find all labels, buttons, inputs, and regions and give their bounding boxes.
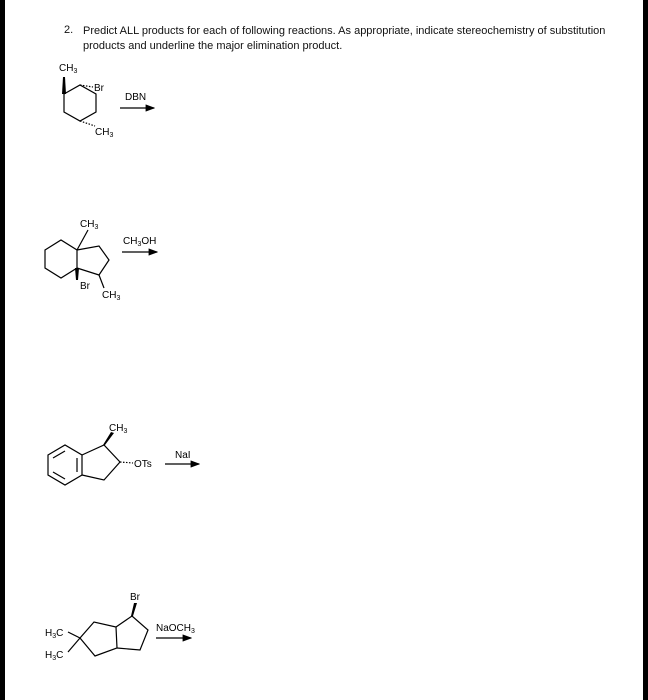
r4-bromo-label: Br — [130, 592, 140, 603]
hash-bond — [120, 462, 133, 463]
methyl-bond — [68, 638, 80, 652]
r3-reagent-label: NaI — [175, 450, 191, 461]
r2-bromo-label: Br — [80, 281, 90, 292]
reaction-4 — [45, 592, 195, 662]
cyclohexane-ring — [45, 240, 77, 278]
r1-bromo-label: Br — [94, 83, 104, 94]
hash-bond — [80, 121, 95, 126]
cyclopentane-ring — [80, 622, 117, 656]
r2-methyl-label: $CH_3$ — [80, 219, 99, 231]
cyclohexane-ring — [64, 85, 96, 121]
question-text: Predict ALL products for each of following reactions. As appropriate, indicate stereochemistry of substitution products and underline the major elimination product. — [83, 25, 606, 52]
r3-methyl-label: $CH_3$ — [109, 423, 128, 435]
aromatic-double-bond — [53, 451, 65, 458]
methyl-bond — [99, 275, 104, 288]
cyclopentane-ring — [82, 445, 120, 480]
r3-tosylate-label: OTs — [134, 459, 152, 470]
reaction-1 — [59, 63, 154, 139]
methyl-bond — [68, 632, 80, 638]
r4-methyl-label-2: $H_3C$ — [45, 650, 64, 662]
wedge-bond — [75, 268, 79, 280]
methyl-bond — [77, 230, 88, 250]
r1-reagent-label: DBN — [125, 92, 147, 103]
r1-methyl-label: $CH_3$ — [59, 63, 78, 75]
cyclopentane-ring — [77, 246, 109, 275]
wedge-bond — [131, 603, 137, 616]
question-number: 2. — [64, 24, 74, 36]
cyclopentane-ring — [116, 616, 148, 650]
r1-methyl-label-2: $CH_3$ — [95, 127, 114, 139]
r2-reagent-label: $CH_3OH$ — [123, 236, 157, 248]
reaction-3 — [48, 423, 199, 485]
aromatic-double-bond — [53, 472, 65, 479]
wedge-bond — [62, 77, 66, 94]
r4-reagent-label: NaOCH$_3$ — [156, 623, 195, 635]
r4-methyl-label: $H_3C$ — [45, 628, 64, 640]
reaction-2 — [45, 219, 157, 302]
r2-methyl-label-2: $CH_3$ — [102, 290, 121, 302]
